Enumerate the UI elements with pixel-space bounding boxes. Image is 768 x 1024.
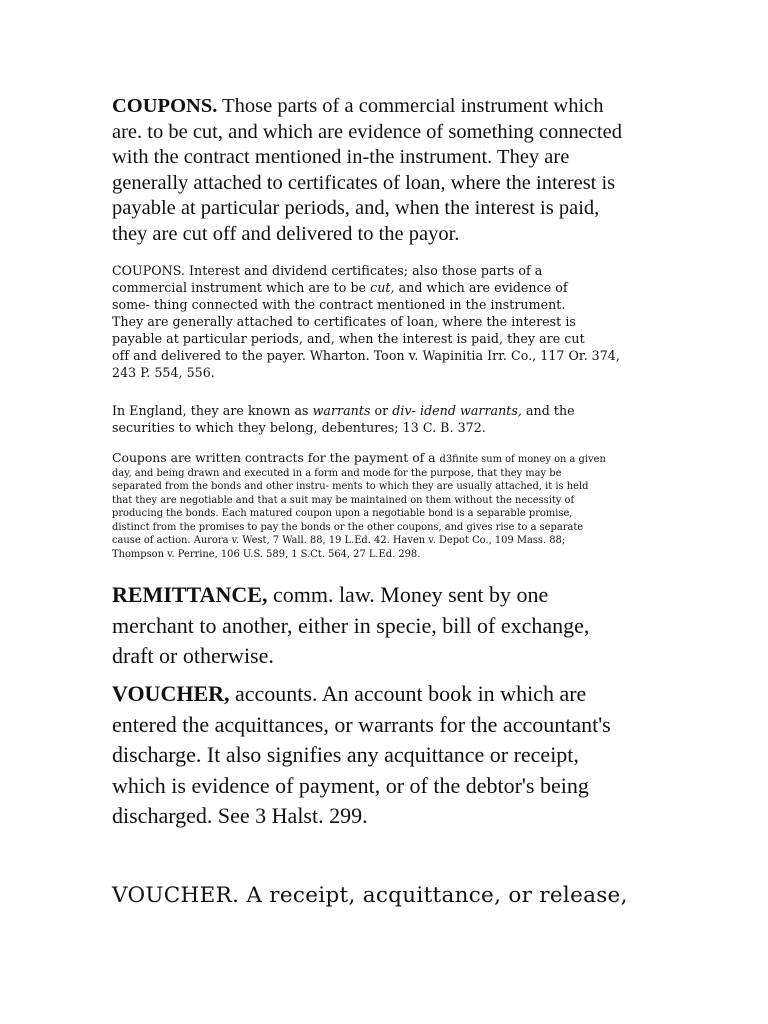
voucher-headword: VOUCHER, [112, 681, 230, 706]
voucher-line-4: which is evidence of payment, or of the debtor's being [112, 772, 589, 798]
coupons3-line-7: cause of action. Aurora v. West, 7 Wall. 88, 19 L.Ed. 42. Haven v. Depot Co., 109 Mass. 88; [112, 535, 566, 546]
remittance-line-1 [112, 580, 672, 611]
coupons3-line-6: distinct from the promises to pay the bonds or the other coupons, and gives rise to a separate [112, 521, 584, 533]
coupons2-italic: cut, [370, 280, 395, 295]
coupons3-line-2: day, and being drawn and executed in a form and mode for the purpose, that they may be [112, 467, 562, 479]
coupons-line-2: are. to be cut, and which are evidence of something connected [112, 120, 623, 143]
coupons2-text: and which are evidence of [394, 280, 568, 295]
coupons-line-6: they are cut off and delivered to the payor. [112, 222, 460, 245]
england-text: and the [521, 403, 575, 418]
coupons3-text: Coupons are written contracts for the payment of a [112, 450, 440, 465]
coupons2-line-1: COUPONS. Interest and dividend certificates; also those parts of a [112, 263, 543, 278]
coupons-text: Those parts of a commercial instrument which [217, 95, 604, 117]
remittance-headword: REMITTANCE, [112, 582, 268, 607]
coupons3-line-1 [112, 451, 672, 467]
coupons-definition-3 [112, 451, 672, 561]
coupons-line-3: with the contract mentioned in-the instrument. They are [112, 146, 570, 168]
coupons3-line-8: Thompson v. Perrine, 106 U.S. 589, 1 S.Ct. 564, 27 L.Ed. 298. [112, 548, 421, 560]
voucher-definition-1 [112, 679, 672, 832]
england-text: or [370, 403, 393, 418]
england-paragraph [112, 402, 672, 436]
england-text: In England, they are known as [112, 403, 313, 418]
remittance-line-3: draft or otherwise. [112, 643, 274, 668]
england-italic: div- idend warrants, [392, 403, 522, 418]
voucher-line-2: entered the acquittances, or warrants for the accountant's [112, 711, 611, 737]
coupons-line-5: payable at particular periods, and, when the interest is paid, [112, 197, 600, 219]
coupons3-line-4: that they are negotiable and that a suit may be maintained on them without the necessity of [112, 494, 575, 506]
coupons2-text: commercial instrument which are to be [112, 280, 371, 295]
remittance-definition [112, 580, 672, 672]
coupons2-line-4: They are generally attached to certificates of loan, where the interest is [112, 314, 576, 329]
coupons2-line-2 [112, 279, 672, 296]
voucher-text: accounts. An account book in which are [229, 681, 587, 706]
remittance-text: comm. law. Money sent by one [267, 582, 549, 607]
coupons2-line-5: payable at particular periods, and, when the interest is paid, they are cut [112, 331, 585, 346]
coupons-definition-1 [112, 94, 672, 247]
coupons-line-4: generally attached to certificates of loan, where the interest is [112, 171, 616, 194]
coupons3-line-3: separated from the bonds and other instru- ments to which they are usually attached, it is held [112, 481, 589, 492]
voucher2-line-1: VOUCHER. A receipt, acquittance, or release, [112, 883, 628, 908]
voucher-line-1 [112, 679, 672, 710]
voucher-line-5: discharged. See 3 Halst. 299. [112, 803, 368, 828]
england-line-2: securities to which they belong, debentures; 13 C. B. 372. [112, 420, 486, 435]
england-italic: warrants [312, 403, 371, 418]
coupons2-line-3: some- thing connected with the contract mentioned in the instrument. [112, 297, 566, 312]
coupons3-line-5: producing the bonds. Each matured coupon upon a negotiable bond is a separable promise, [112, 508, 573, 519]
coupons2-line-6: off and delivered to the payer. Wharton. Toon v. Wapinitia Irr. Co., 117 Or. 374, [112, 348, 620, 363]
coupons-definition-2 [112, 262, 672, 381]
coupons2-line-7: 243 P. 554, 556. [112, 365, 215, 380]
coupons3-text: d3finite sum of money on a given [439, 454, 606, 465]
coupons-line-1 [112, 94, 672, 120]
england-line-1 [112, 402, 672, 419]
voucher-definition-2 [112, 882, 672, 910]
coupons-headword: COUPONS. [112, 95, 218, 117]
voucher-line-3: discharge. It also signifies any acquittance or receipt, [112, 742, 579, 767]
remittance-line-2: merchant to another, either in specie, bill of exchange, [112, 612, 590, 638]
